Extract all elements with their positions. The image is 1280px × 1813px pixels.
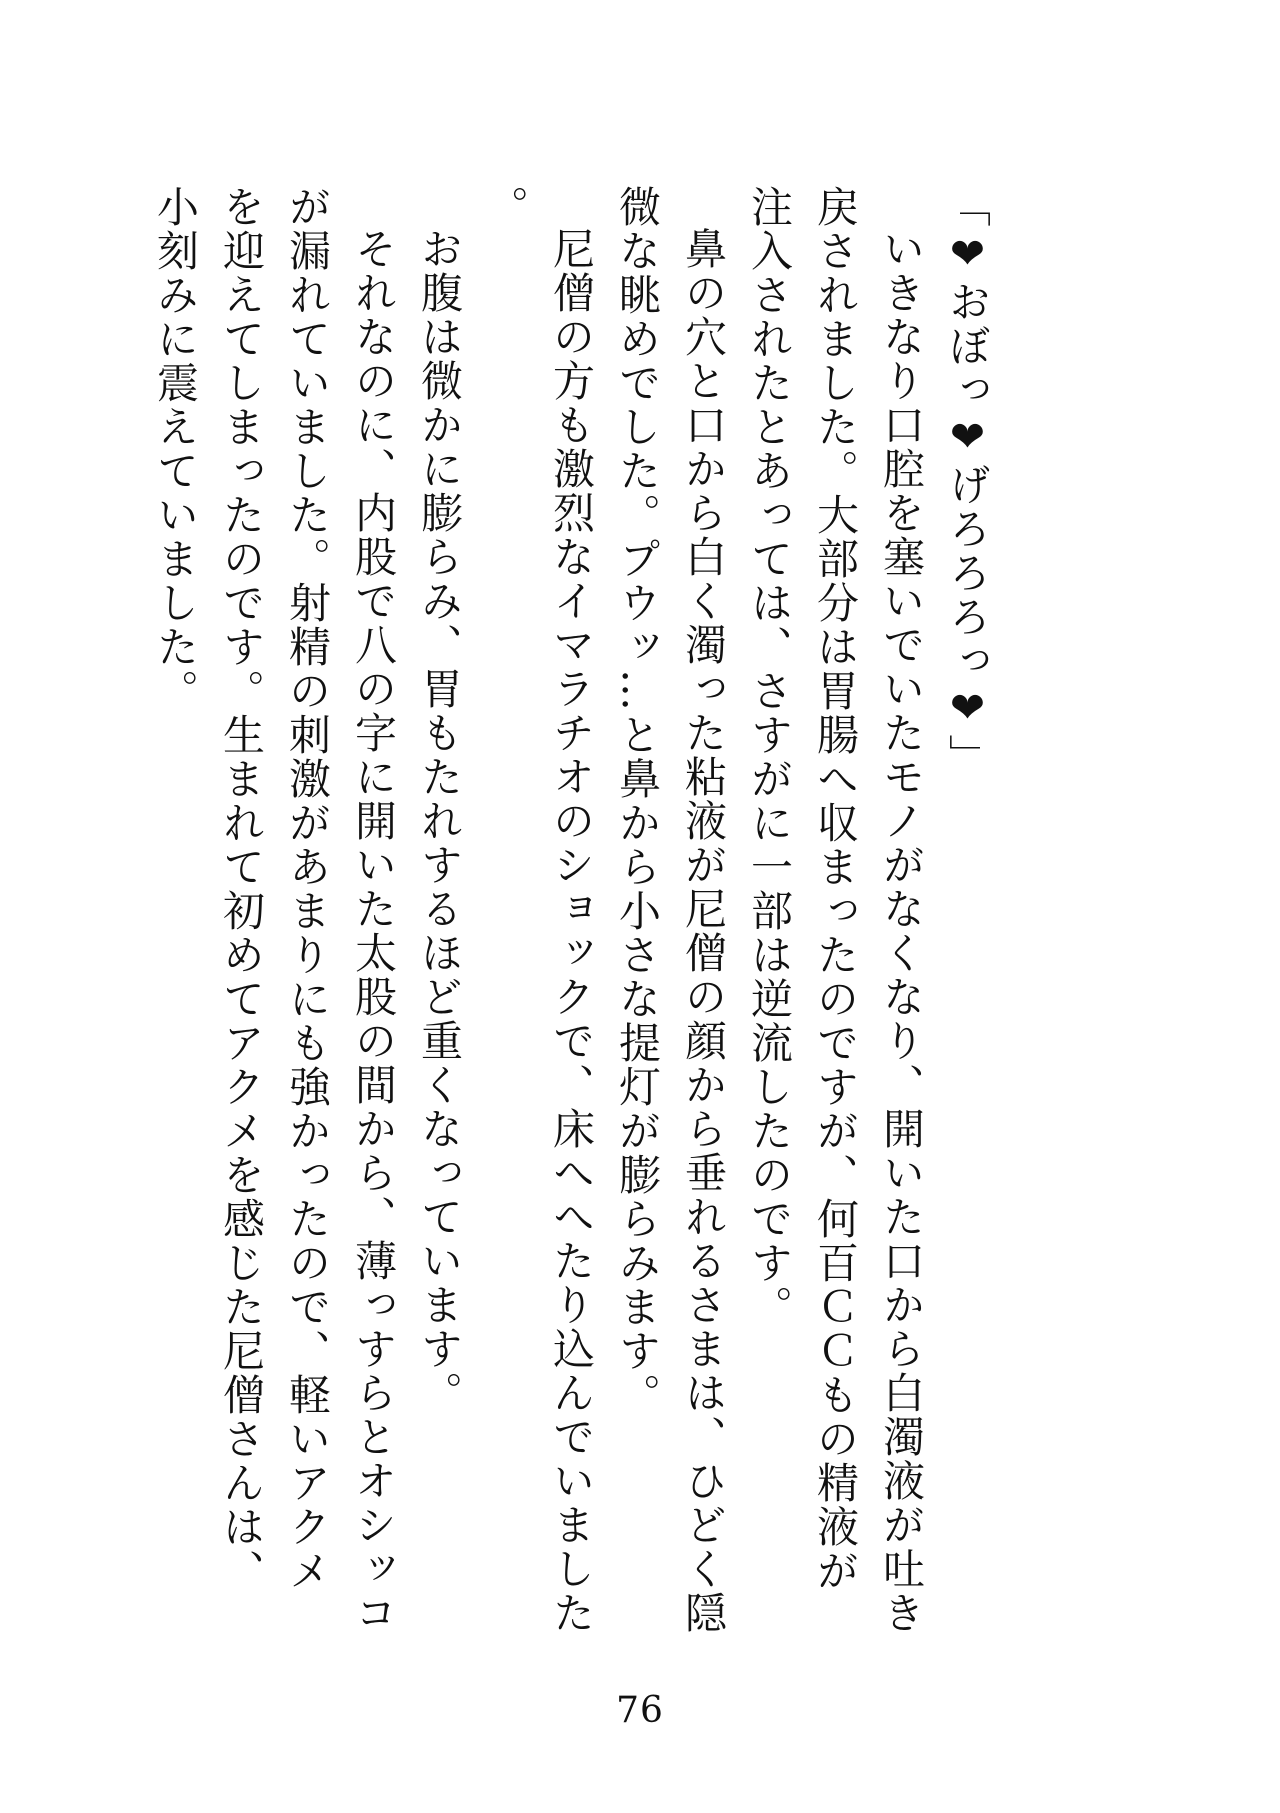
page-number: 76 <box>616 1690 664 1731</box>
paragraph: 鼻の穴と口から白く濁った粘液が尼僧の顔から垂れるさまは、ひどく隠微な眺めでした。プウッ…と鼻から小さな提灯が膨らみます。 <box>613 185 728 1635</box>
paragraph: お腹は微かに膨らみ、胃もたれするほど重くなっています。 <box>415 227 464 1415</box>
dialogue-line: 「❤おぼっ❤げろろろっ❤」 <box>943 185 992 778</box>
paragraph: それなのに、内股で八の字に開いた太股の間から、薄っすらとオシッコが漏れていました。射精の刺激があまりにも強かったので、軽いアクメを迎えてしまったのです。生まれて初めてアクメを感じた尼僧さんは、小刻みに震えていました。 <box>151 185 398 1635</box>
paragraph: 尼僧の方も激烈なイマラチオのショックで、床へへたり込んでいました。 <box>481 185 596 1635</box>
paragraph: いきなり口腔を塞いでいたモノがなくなり、開いた口から白濁液が吐き戻されました。大部分は胃腸へ収まったのですが、何百ＣＣもの精液が注入されたとあっては、さすがに一部は逆流したのです。 <box>745 185 926 1635</box>
vertical-text-body <box>151 185 1000 1635</box>
